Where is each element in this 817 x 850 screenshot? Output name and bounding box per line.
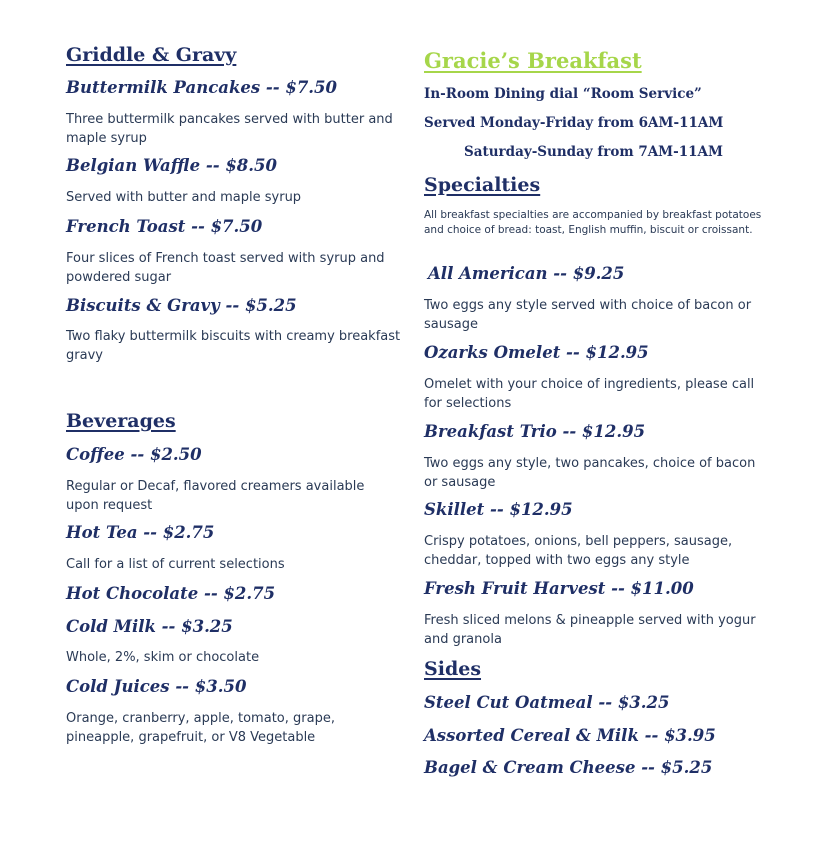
item-desc-cold-juices: Orange, cranberry, apple, tomato, grape, pineapple, grapefruit, or V8 Vegetable [66, 711, 335, 745]
menu-item-cold-milk: Cold Milk -- $3.25 [66, 617, 233, 636]
menu-item-all-american: All American -- $9.25 [428, 264, 625, 283]
info-weekend-hours: Saturday-Sunday from 7AM-11AM [464, 144, 723, 160]
menu-item-coffee: Coffee -- $2.50 [66, 445, 202, 464]
specialties-note: All breakfast specialties are accompanied by breakfast potatoes and choice of bread: toast, English muffin, biscuit or croissant. [424, 209, 762, 236]
section-title-griddle: Griddle & Gravy [66, 44, 237, 66]
item-desc-ozarks-omelet: Omelet with your choice of ingredients, please call for selections [424, 377, 755, 411]
info-room-service: In-Room Dining dial “Room Service” [424, 86, 702, 102]
menu-item-french-toast: French Toast -- $7.50 [66, 217, 263, 236]
item-desc-cold-milk: Whole, 2%, skim or chocolate [66, 650, 260, 665]
menu-item-ozarks-omelet: Ozarks Omelet -- $12.95 [424, 343, 649, 362]
item-desc-coffee: Regular or Decaf, flavored creamers available upon request [66, 479, 365, 513]
section-title-beverages: Beverages [66, 410, 176, 432]
item-desc-skillet: Crispy potatoes, onions, bell peppers, sausage, cheddar, topped with two eggs any style [424, 534, 733, 568]
menu-item-steel-cut-oatmeal: Steel Cut Oatmeal -- $3.25 [424, 693, 670, 712]
menu-item-cold-juices: Cold Juices -- $3.50 [66, 677, 247, 696]
menu-item-assorted-cereal: Assorted Cereal & Milk -- $3.95 [424, 726, 716, 745]
section-title-specialties: Specialties [424, 174, 541, 196]
menu-item-bagel-cream-cheese: Bagel & Cream Cheese -- $5.25 [424, 758, 713, 777]
restaurant-name: Gracie’s Breakfast [424, 48, 642, 73]
menu-item-breakfast-trio: Breakfast Trio -- $12.95 [424, 422, 646, 441]
menu-item-buttermilk-pancakes: Buttermilk Pancakes -- $7.50 [66, 78, 338, 97]
item-desc-breakfast-trio: Two eggs any style, two pancakes, choice of bacon or sausage [424, 456, 756, 490]
item-desc-french-toast: Four slices of French toast served with syrup and powdered sugar [66, 251, 385, 285]
item-desc-buttermilk-pancakes: Three buttermilk pancakes served with butter and maple syrup [66, 112, 393, 146]
item-desc-all-american: Two eggs any style served with choice of bacon or sausage [424, 298, 752, 332]
menu-item-hot-tea: Hot Tea -- $2.75 [66, 523, 215, 542]
item-desc-hot-tea: Call for a list of current selections [66, 557, 285, 572]
menu-item-fresh-fruit-harvest: Fresh Fruit Harvest -- $11.00 [424, 579, 694, 598]
item-desc-fresh-fruit-harvest: Fresh sliced melons & pineapple served with yogur and granola [424, 613, 756, 647]
info-weekday-hours: Served Monday-Friday from 6AM-11AM [424, 115, 724, 131]
item-desc-biscuits-gravy: Two flaky buttermilk biscuits with creamy breakfast gravy [66, 329, 401, 363]
menu-item-belgian-waffle: Belgian Waffle -- $8.50 [66, 156, 277, 175]
item-desc-belgian-waffle: Served with butter and maple syrup [66, 190, 302, 205]
section-title-sides: Sides [424, 658, 482, 680]
menu-item-biscuits-gravy: Biscuits & Gravy -- $5.25 [66, 296, 297, 315]
menu-item-skillet: Skillet -- $12.95 [424, 500, 573, 519]
menu-item-hot-chocolate: Hot Chocolate -- $2.75 [66, 584, 276, 603]
